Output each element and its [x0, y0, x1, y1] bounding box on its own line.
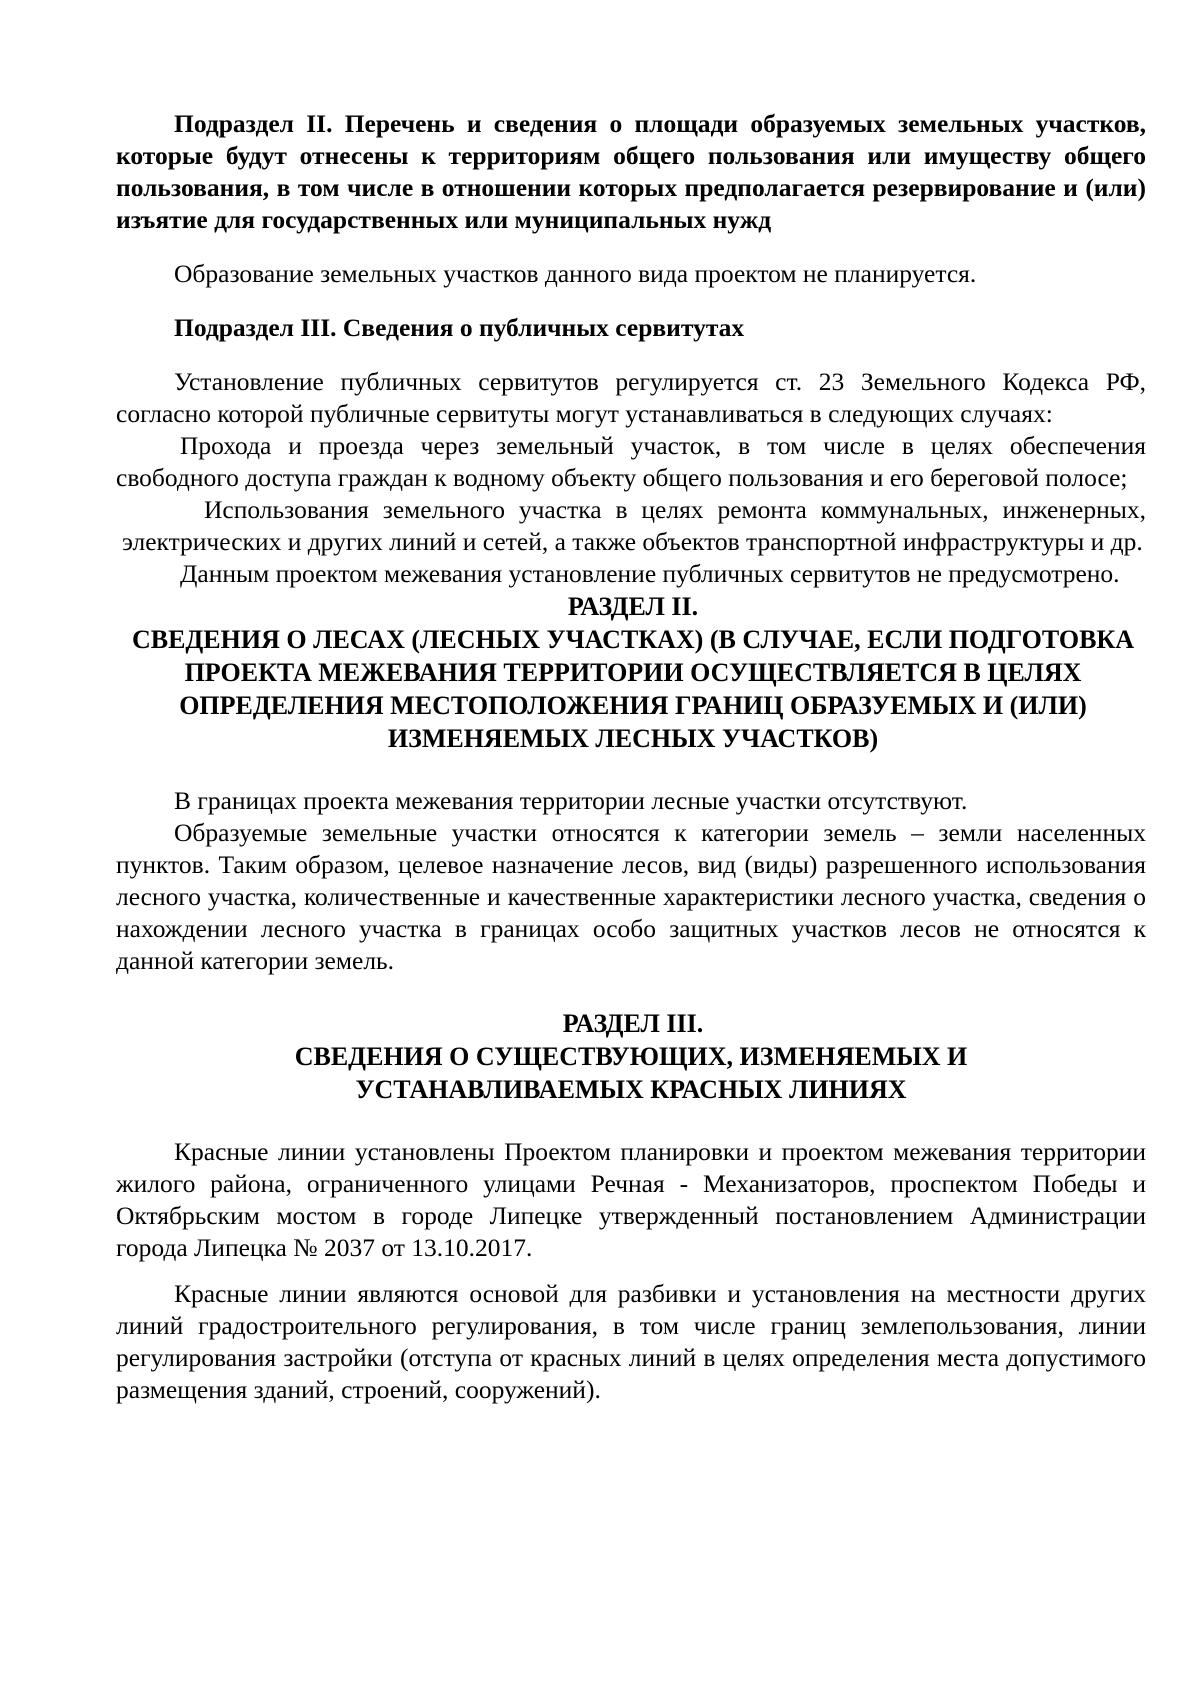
subsection-3-heading: Подраздел III. Сведения о публичных сервитутах	[174, 313, 745, 342]
subsection-2-heading: Подраздел II. Перечень и сведения о площади образуемых земельных участков, которые будут отнесены к территориям общего пользования или имуществу общего пользования, в том числе в отношении которых предполагается резервирование и (или) изъятие для государственных или муниципальных нужд	[116, 109, 1146, 234]
section-2-label: РАЗДЕЛ II.	[567, 592, 699, 621]
section-2-paragraph-1: В границах проекта межевания территории лесные участки отсутствуют.	[174, 786, 968, 815]
section-3-label: РАЗДЕЛ III.	[562, 1009, 704, 1038]
subsection-3-paragraph-4: Данным проектом межевания установление публичных сервитутов не предусмотрено.	[180, 559, 1120, 588]
subsection-3-paragraph-3: Использования земельного участка в целях ремонта коммунальных, инженерных, электрических и других линий и сетей, а также объектов транспортной инфраструктуры и др.	[122, 495, 1146, 556]
section-3-paragraph-1: Красные линии установлены Проектом планировки и проектом межевания территории жилого района, ограниченного улицами Речная - Механизаторов, проспектом Победы и Октябрьским мостом в городе Липецке утвержденный постановлением Администрации города Липецка № 2037 от 13.10.2017.	[116, 1137, 1146, 1262]
section-2-paragraph-2: Образуемые земельные участки относятся к категории земель – земли населенных пунктов. Таким образом, целевое назначение лесов, вид (виды) разрешенного использования лесного участка, количественные и качественные характеристики лесного участка, сведения о нахождении лесного участка в границах особо защитных участков лесов не относятся к данной категории земель.	[116, 818, 1146, 975]
section-3-title: СВЕДЕНИЯ О СУЩЕСТВУЮЩИХ, ИЗМЕНЯЕМЫХ И УСТАНАВЛИВАЕМЫХ КРАСНЫХ ЛИНИЯХ	[294, 1042, 968, 1104]
subsection-3-paragraph-1: Установление публичных сервитутов регулируется ст. 23 Земельного Кодекса РФ, согласно которой публичные сервитуты могут устанавливаться в следующих случаях:	[116, 367, 1146, 428]
document-page	[116, 108, 1146, 1406]
section-3-paragraph-2: Красные линии являются основой для разбивки и установления на местности других линий градостроительного регулирования, в том числе границ землепользования, линии регулирования застройки (отступа от красных линий в целях определения места допустимого размещения зданий, строений, сооружений).	[116, 1279, 1146, 1404]
subsection-2-text: Образование земельных участков данного вида проектом не планируется.	[174, 259, 977, 288]
section-2-title: СВЕДЕНИЯ О ЛЕСАХ (ЛЕСНЫХ УЧАСТКАХ) (В СЛУЧАЕ, ЕСЛИ ПОДГОТОВКА ПРОЕКТА МЕЖЕВАНИЯ ТЕРРИТОРИИ ОСУЩЕСТВЛЯЕТСЯ В ЦЕЛЯХ ОПРЕДЕЛЕНИЯ МЕСТОПОЛОЖЕНИЯ ГРАНИЦ ОБРАЗУЕМЫХ И (ИЛИ) ИЗМЕНЯЕМЫХ ЛЕСНЫХ УЧАСТКОВ)	[131, 625, 1135, 753]
subsection-3-paragraph-2: Прохода и проезда через земельный участок, в том числе в целях обеспечения свободного доступа граждан к водному объекту общего пользования и его береговой полосе;	[116, 431, 1146, 492]
